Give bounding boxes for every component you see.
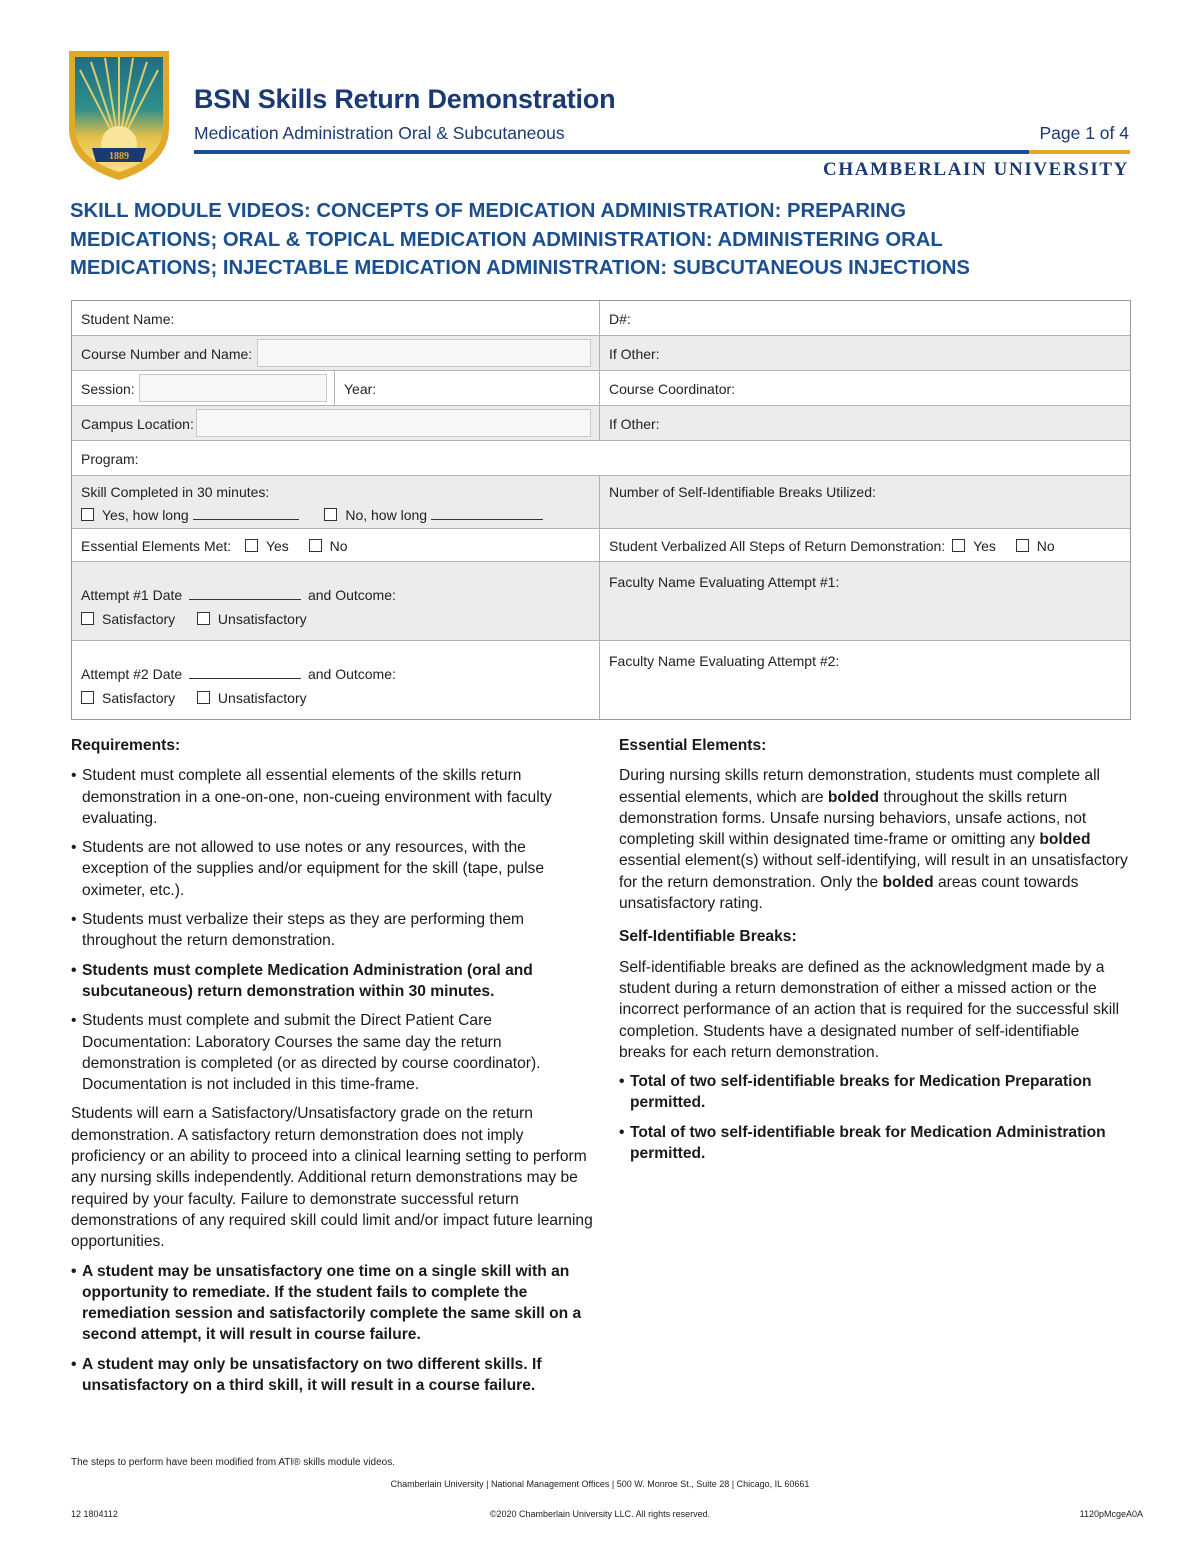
attempt2-outcome-label: and Outcome: bbox=[307, 666, 396, 682]
row-attempt-1 bbox=[72, 562, 1130, 641]
if-other-course-cell[interactable] bbox=[600, 336, 1130, 370]
requirement-bullet: • Students must verbalize their steps as they are performing them throughout the return demonstration. bbox=[71, 909, 593, 952]
yes-how-long-label: Yes, how long bbox=[102, 507, 189, 523]
verbalized-no-checkbox[interactable] bbox=[1016, 539, 1029, 552]
header-rule-gold bbox=[1029, 150, 1130, 154]
program-label: Program: bbox=[81, 451, 139, 467]
logo-year-text: 1889 bbox=[109, 151, 129, 162]
attempt1-date-blank[interactable] bbox=[189, 587, 301, 600]
page-number: Page 1 of 4 bbox=[1039, 123, 1129, 143]
faculty2-cell[interactable] bbox=[600, 641, 1130, 719]
breaks-utilized-cell[interactable] bbox=[600, 476, 1130, 528]
attempt1-date-label: Attempt #1 Date bbox=[81, 587, 183, 603]
breaks-bullet-bold: • Total of two self-identifiable break for Medication Administration permitted. bbox=[619, 1122, 1129, 1165]
attempt1-satisfactory-checkbox[interactable] bbox=[81, 612, 94, 625]
attempt2-date-label: Attempt #2 Date bbox=[81, 666, 183, 682]
university-crest-logo bbox=[66, 48, 172, 182]
essential-text: During nursing skills return demonstration, students must complete all essential elements, which are bbox=[619, 767, 1101, 806]
faculty2-label: Faculty Name Evaluating Attempt #2: bbox=[609, 653, 840, 669]
essential-heading: Essential Elements: bbox=[619, 737, 767, 754]
student-name-cell[interactable] bbox=[72, 301, 600, 335]
essential-no-checkbox[interactable] bbox=[309, 539, 322, 552]
attempt1-outcome-label: and Outcome: bbox=[307, 587, 396, 603]
no-how-long-label: No, how long bbox=[345, 507, 428, 523]
essential-text: essential element(s) without self-identifying, will result in an unsatisfactory for the return demonstration. Only the bbox=[619, 852, 1128, 891]
grading-paragraph: Students will earn a Satisfactory/Unsatisfactory grade on the return demonstration. A satisfactory return demonstration does not imply proficiency or an ability to proceed into a clinical learning setting to perform any nursing skills independently. Additional return demonstrations may be required by your faculty. Failure to demonstrate successful return demonstrations of any required skill could limit and/or impact future learning opportunities. bbox=[71, 1105, 593, 1251]
verbalized-yes-checkbox[interactable] bbox=[952, 539, 965, 552]
module-heading-line: MEDICATIONS; INJECTABLE MEDICATION ADMINISTRATION: SUBCUTANEOUS INJECTIONS bbox=[70, 257, 970, 279]
verbalized-label: Student Verbalized All Steps of Return Demonstration: bbox=[609, 538, 946, 554]
essential-no-label: No bbox=[329, 538, 348, 554]
document-subtitle: Medication Administration Oral & Subcutaneous bbox=[194, 123, 565, 143]
module-heading bbox=[70, 197, 1132, 283]
header-rule-blue bbox=[194, 150, 1029, 154]
course-select-field[interactable] bbox=[257, 339, 591, 367]
row-student-name bbox=[72, 301, 1130, 336]
attempt2-date-blank[interactable] bbox=[189, 666, 301, 679]
module-heading-line: MEDICATIONS; ORAL & TOPICAL MEDICATION ADMINISTRATION: ADMINISTERING ORAL bbox=[70, 228, 943, 251]
essential-text: throughout the skills return demonstration forms. Unsafe nursing behaviors, unsafe actions, not completing skill within designated time-frame or omitting any bbox=[619, 788, 1087, 849]
attempt1-satisfactory-label: Satisfactory bbox=[102, 611, 176, 627]
attempt1-unsatisfactory-label: Unsatisfactory bbox=[217, 611, 307, 627]
row-course bbox=[72, 336, 1130, 371]
attempt2-satisfactory-checkbox[interactable] bbox=[81, 691, 94, 704]
footnote: The steps to perform have been modified from ATI® skills module videos. bbox=[71, 1457, 395, 1468]
year-label: Year: bbox=[344, 381, 377, 397]
document-title: BSN Skills Return Demonstration bbox=[194, 84, 616, 114]
essential-bold-word: bolded bbox=[882, 873, 934, 891]
if-other-course-label: If Other: bbox=[609, 346, 660, 362]
session-select-field[interactable] bbox=[139, 374, 327, 402]
essential-paragraph bbox=[619, 765, 1129, 914]
essential-met-label: Essential Elements Met: bbox=[81, 538, 232, 554]
row-session bbox=[72, 371, 1130, 406]
attempt2-satisfactory-label: Satisfactory bbox=[102, 690, 176, 706]
essential-bold-word: bolded bbox=[1039, 831, 1091, 849]
verbalized-no-label: No bbox=[1036, 538, 1055, 554]
requirements-heading: Requirements: bbox=[71, 737, 181, 754]
student-info-form bbox=[71, 300, 1131, 720]
attempt1-unsatisfactory-checkbox[interactable] bbox=[197, 612, 210, 625]
requirement-bullet: • Student must complete all essential elements of the skills return demonstration in a one-on-one, non-cueing environment with faculty evaluating. bbox=[71, 765, 593, 829]
module-heading-line: SKILL MODULE VIDEOS: CONCEPTS OF MEDICATION ADMINISTRATION: PREPARING bbox=[70, 200, 907, 222]
faculty1-cell[interactable] bbox=[600, 562, 1130, 640]
course-coordinator-label: Course Coordinator: bbox=[609, 381, 736, 397]
course-coordinator-cell[interactable] bbox=[600, 371, 1130, 405]
breaks-heading: Self-Identifiable Breaks: bbox=[619, 928, 797, 946]
university-wordmark: CHAMBERLAIN UNIVERSITY bbox=[823, 159, 1129, 180]
breaks-bullet-bold: • Total of two self-identifiable breaks for Medication Preparation permitted. bbox=[619, 1071, 1129, 1114]
essential-bold-word: bolded bbox=[827, 788, 880, 806]
attempt2-unsatisfactory-label: Unsatisfactory bbox=[217, 690, 307, 706]
yes-how-long-blank[interactable] bbox=[193, 507, 299, 520]
if-other-campus-cell[interactable] bbox=[600, 406, 1130, 440]
cell-divider bbox=[334, 371, 335, 405]
no-checkbox[interactable] bbox=[324, 508, 337, 521]
course-label: Course Number and Name: bbox=[81, 346, 253, 362]
requirement-bullet-bold: • Students must complete Medication Administration (oral and subcutaneous) return demonstration within 30 minutes. bbox=[71, 960, 593, 1003]
campus-location-label: Campus Location: bbox=[81, 416, 194, 432]
d-number-label: D#: bbox=[609, 311, 631, 327]
breaks-paragraph: Self-identifiable breaks are defined as the acknowledgment made by a student during a return demonstration of either a missed action or the incorrect performance of an action that is required for the successful skill completion. Students have a designated number of self-identifiable breaks for each return demonstration. bbox=[619, 958, 1120, 1061]
student-name-label: Student Name: bbox=[81, 311, 175, 327]
row-skill-completed bbox=[72, 476, 1130, 529]
footer-address: Chamberlain University | National Management Offices | 500 W. Monroe St., Suite 28 | Chicago, IL 60661 bbox=[390, 1479, 810, 1489]
row-program bbox=[72, 441, 1130, 476]
campus-select-field[interactable] bbox=[196, 409, 591, 437]
requirement-bullet: • Students must complete and submit the Direct Patient Care Documentation: Laboratory Courses the same day the return demonstration is completed (or as directed by course coordinator). Documentation is not included in this time-frame. bbox=[71, 1010, 593, 1095]
attempt2-unsatisfactory-checkbox[interactable] bbox=[197, 691, 210, 704]
verbalized-yes-label: Yes bbox=[973, 538, 996, 554]
essential-elements-section bbox=[619, 735, 1129, 1172]
no-how-long-blank[interactable] bbox=[431, 507, 543, 520]
policy-bullet-bold: • A student may only be unsatisfactory on two different skills. If unsatisfactory on a third skill, it will result in a course failure. bbox=[71, 1354, 593, 1397]
footer-code-left: 12 1804112 bbox=[71, 1509, 118, 1519]
if-other-campus-label: If Other: bbox=[609, 416, 660, 432]
footer-copyright: ©2020 Chamberlain University LLC. All rights reserved. bbox=[489, 1509, 711, 1519]
breaks-utilized-label: Number of Self-Identifiable Breaks Utilized: bbox=[609, 484, 876, 500]
yes-checkbox[interactable] bbox=[81, 508, 94, 521]
skill-completed-label: Skill Completed in 30 minutes: bbox=[81, 484, 270, 500]
d-number-cell[interactable] bbox=[600, 301, 1130, 335]
row-attempt-2 bbox=[72, 641, 1130, 719]
essential-text: areas count towards unsatisfactory rating. bbox=[619, 873, 1079, 913]
faculty1-label: Faculty Name Evaluating Attempt #1: bbox=[609, 574, 840, 590]
requirements-section bbox=[71, 735, 593, 1404]
essential-yes-checkbox[interactable] bbox=[245, 539, 258, 552]
requirement-bullet: • Students are not allowed to use notes or any resources, with the exception of the supplies and/or equipment for the skill (tape, pulse oximeter, etc.). bbox=[71, 837, 593, 901]
row-essential-met bbox=[72, 529, 1130, 562]
program-cell[interactable] bbox=[72, 441, 1130, 475]
footer-code-right: 1120pMcgeA0A bbox=[1079, 1509, 1143, 1519]
row-campus bbox=[72, 406, 1130, 441]
policy-bullet-bold: • A student may be unsatisfactory one time on a single skill with an opportunity to remediate. If the student fails to complete the remediation session and satisfactorily complete the same skill on a second attempt, it will result in course failure. bbox=[71, 1261, 593, 1346]
session-label: Session: bbox=[81, 381, 135, 397]
essential-yes-label: Yes bbox=[265, 538, 289, 554]
